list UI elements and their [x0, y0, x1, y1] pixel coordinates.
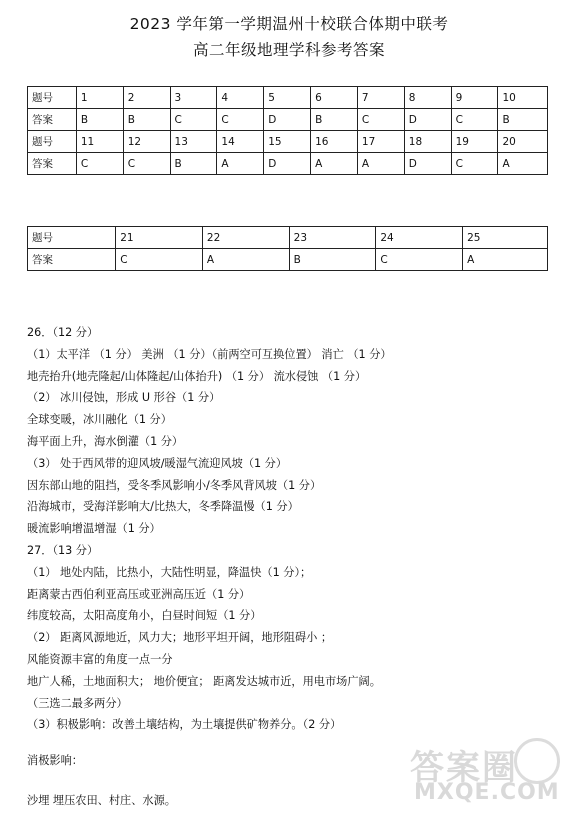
answer-line: 地广人稀，土地面积大； 地价便宜； 距离发达城市近，用电市场广阔。	[27, 674, 381, 688]
answer-line: （2） 冰川侵蚀，形成 U 形谷（1 分）	[27, 391, 221, 405]
answer-line: 风能资源丰富的角度一点一分	[27, 652, 173, 666]
table-cell: 8	[404, 87, 451, 109]
watermark-text-top: 答案圈	[410, 748, 518, 788]
table-cell: B	[170, 153, 217, 175]
table-cell: 14	[217, 131, 264, 153]
table-cell: 22	[202, 227, 289, 249]
table-cell: B	[123, 109, 170, 131]
table-cell: C	[451, 153, 498, 175]
negative-impact-text: 沙埋 埋压农田、村庄、水源。	[27, 793, 176, 807]
answer-line: （1） 地处内陆，比热小，大陆性明显，降温快（1 分）；	[27, 565, 312, 579]
table-cell: B	[498, 109, 548, 131]
table-cell: D	[264, 153, 311, 175]
answer-line: 27．（13 分）	[27, 543, 99, 557]
answer-line: 因东部山地的阻挡，受冬季风影响小/冬季风背风坡（1 分）	[27, 478, 322, 492]
row-header-cell: 答案	[28, 153, 77, 175]
table-cell: A	[357, 153, 404, 175]
table-cell: 10	[498, 87, 548, 109]
table-cell: C	[451, 109, 498, 131]
answer-line: 地壳抬升(地壳隆起/山体隆起/山体抬升) （1 分） 流水侵蚀 （1 分）	[27, 369, 367, 383]
table-row	[28, 249, 548, 271]
table-cell: 19	[451, 131, 498, 153]
table-cell: 11	[76, 131, 123, 153]
table-cell: B	[311, 109, 358, 131]
row-header-cell: 题号	[28, 227, 116, 249]
answer-line: （三选二最多两分）	[27, 696, 128, 710]
watermark-circle-icon	[514, 738, 560, 784]
title-line-1: 2023 学年第一学期温州十校联合体期中联考	[129, 15, 449, 33]
answer-line: 26．（12 分）	[27, 326, 99, 339]
table-cell: C	[376, 249, 463, 271]
table-cell: C	[123, 153, 170, 175]
table-cell: D	[264, 109, 311, 131]
table-cell: 18	[404, 131, 451, 153]
table-cell: A	[217, 153, 264, 175]
answer-line: 全球变暖，冰川融化（1 分）	[27, 413, 172, 427]
row-header-cell: 题号	[28, 87, 77, 109]
answer-table-1	[27, 86, 548, 175]
answer-line: 距离蒙古西伯利亚高压或亚洲高压近（1 分）	[27, 587, 251, 601]
table-cell: B	[76, 109, 123, 131]
table-cell: C	[116, 249, 203, 271]
title-line-2: 高二年级地理学科参考答案	[192, 41, 385, 59]
answer-lines	[27, 322, 567, 736]
table-cell: A	[498, 153, 548, 175]
table-cell: 2	[123, 87, 170, 109]
table-cell: 25	[463, 227, 548, 249]
answer-line: 暖流影响增温增湿（1 分）	[27, 522, 161, 536]
row-header-cell: 答案	[28, 109, 77, 131]
table-cell: 21	[116, 227, 203, 249]
answer-line: 海平面上升，海水倒灌（1 分）	[27, 434, 184, 448]
table-row	[28, 87, 548, 109]
table-cell: 16	[311, 131, 358, 153]
table-row	[28, 153, 548, 175]
table-row	[28, 227, 548, 249]
table-cell: C	[217, 109, 264, 131]
table-cell: 4	[217, 87, 264, 109]
table-cell: 6	[311, 87, 358, 109]
table-cell: C	[170, 109, 217, 131]
answer-line: （1）太平洋 （1 分） 美洲 （1 分）（前两空可互换位置） 消亡 （1 分）	[27, 347, 392, 361]
table-cell: 7	[357, 87, 404, 109]
table-cell: A	[202, 249, 289, 271]
table-cell: 5	[264, 87, 311, 109]
table-cell: 17	[357, 131, 404, 153]
table-row	[28, 109, 548, 131]
table-cell: 23	[289, 227, 376, 249]
table-cell: 20	[498, 131, 548, 153]
table-cell: 3	[170, 87, 217, 109]
table-cell: 13	[170, 131, 217, 153]
watermark-text-bottom: MXQE.COM	[414, 780, 560, 805]
answer-line: （3） 处于西风带的迎风坡/暖湿气流迎风坡（1 分）	[27, 456, 288, 470]
answer-line: （3）积极影响：改善土壤结构，为土壤提供矿物养分。（2 分）	[27, 718, 342, 732]
answer-table-2	[27, 226, 548, 271]
answer-line: 纬度较高，太阳高度角小，白昼时间短（1 分）	[27, 609, 262, 623]
table-cell: D	[404, 153, 451, 175]
watermark-logo	[410, 738, 560, 808]
table-cell: A	[311, 153, 358, 175]
table-cell: C	[76, 153, 123, 175]
negative-impact-label: 消极影响：	[27, 754, 83, 768]
table-cell: D	[404, 109, 451, 131]
row-header-cell: 答案	[28, 249, 116, 271]
table-cell: A	[463, 249, 548, 271]
answer-line: （2） 距离风源地近，风力大；地形平坦开阔，地形阻碍小 ；	[27, 631, 333, 645]
table-cell: 1	[76, 87, 123, 109]
table-cell: 24	[376, 227, 463, 249]
table-row	[28, 131, 548, 153]
answer-line: 沿海城市，受海洋影响大/比热大，冬季降温慢（1 分）	[27, 500, 299, 514]
table-cell: 9	[451, 87, 498, 109]
table-cell: C	[357, 109, 404, 131]
table-cell: B	[289, 249, 376, 271]
table-cell: 12	[123, 131, 170, 153]
row-header-cell: 题号	[28, 131, 77, 153]
table-cell: 15	[264, 131, 311, 153]
